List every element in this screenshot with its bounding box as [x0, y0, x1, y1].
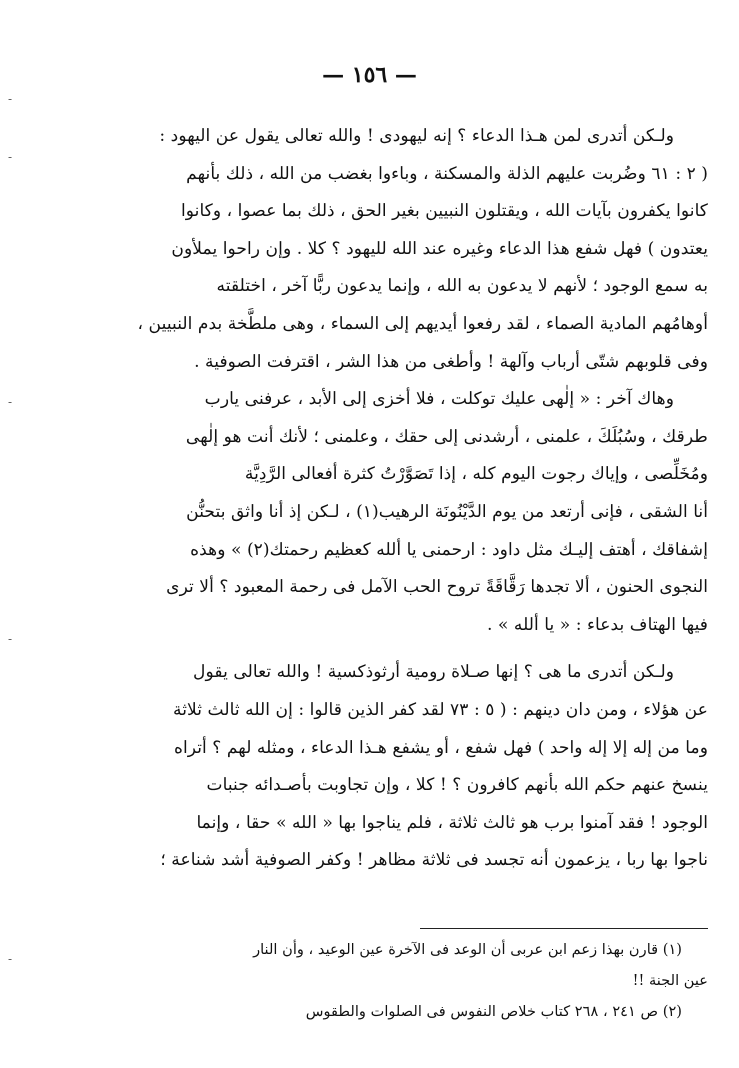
footnote-line: عين الجنة !! [632, 972, 708, 989]
text-line: به سمع الوجود ؛ لأنهم لا يدعون به الله ، وإنما يدعون ربًّا آخر ، اختلقته [216, 276, 708, 297]
text-line: وفى قلوبهم شتّى أرباب وآلهة ! وأطغى من هذا الشر ، اقترفت الصوفية . [194, 351, 708, 372]
text-line: أوهامُهم المادية الصماء ، لقد رفعوا أيديهم إلى السماء ، وهى ملطَّخة بدم النبيين ، [137, 313, 708, 334]
margin-mark: - [8, 395, 13, 409]
text-line: ومُخَلِّصى ، وإياك رجوت اليوم كله ، إذا تَصَوَّرْتُ كثرة أفعالى الرَّدِيَّة [244, 464, 708, 485]
text-line: عن هؤلاء ، ومن دان دينهم : ( ٥ : ٧٣ لقد كفر الذين قالوا : إن الله ثالث ثلاثة [173, 699, 708, 720]
footnote-line: (١) قارن بهذا زعم ابن عربى أن الوعد فى الآخرة عين الوعيد ، وأن النار [253, 941, 682, 958]
page-number: — ١٥٦ — [322, 62, 417, 88]
footnotes [62, 934, 708, 1027]
text-line: ولـكن أتدرى لمن هـذا الدعاء ؟ إنه ليهودى ! والله تعالى يقول عن اليهود : [159, 126, 674, 146]
text-line: طرقك ، وسُبُلَكَ ، علمنى ، أرشدنى إلى حقك ، وعلمنى ؛ لأنك أنت هو إلٰهى [185, 426, 708, 447]
footnote-divider [420, 928, 708, 929]
margin-mark: - [8, 952, 13, 966]
text-line: فيها الهتاف بدعاء : « يا ألله » . [486, 614, 708, 635]
text-line: أنا الشقى ، فإنى أرتعد من يوم الدَّيْنُونَة الرهيب(١) ، لـكن إذ أنا واثق بتحنُّن [186, 501, 708, 522]
text-line: النجوى الحنون ، ألا تجدها رَقَّاقَةً تروح الحب الآمل فى رحمة المعبود ؟ ألا ترى [166, 577, 708, 598]
text-line: ولـكن أتدرى ما هى ؟ إنها صـلاة رومية أرثوذكسية ! والله تعالى يقول [193, 662, 674, 683]
text-line: يعتدون ) فهل شفع هذا الدعاء وغيره عند الله لليهود ؟ كلا . وإن راحوا يملأون [171, 238, 708, 259]
text-line: وهاك آخر : « إلٰهى عليك توكلت ، فلا أخزى إلى الأبد ، عرفنى يارب [204, 389, 674, 410]
text-line: ينسخ عنهم حكم الله بأنهم كافرون ؟ ! كلا ، وإن تجاوبت بأصـدائه جنبات [206, 775, 708, 796]
text-line: ( ٢ : ٦١ وضُربت عليهم الذلة والمسكنة ، وباءوا بغضب من الله ، ذلك بأنهم [186, 163, 708, 184]
margin-mark: - [8, 92, 13, 106]
margin-mark: - [8, 150, 13, 164]
footnote-line: (٢) ص ٢٤١ ، ٢٦٨ كتاب خلاص النفوس فى الصلوات والطقوس [305, 1003, 682, 1020]
text-line: كانوا يكفرون بآيات الله ، ويقتلون النبيين بغير الحق ، ذلك بما عصوا ، وكانوا [181, 201, 708, 222]
text-line: ناجوا بها ربا ، يزعمون أنه تجسد فى ثلاثة مظاهر ! وكفر الصوفية أشد شناعة ؛ [160, 850, 708, 871]
body-text [62, 118, 708, 880]
margin-mark: - [8, 632, 13, 646]
text-line: الوجود ! فقد آمنوا برب هو ثالث ثلاثة ، فلم يناجوا بها « الله » حقا ، وإنما [196, 812, 708, 833]
text-line: وما من إله إلا إله واحد ) فهل شفع ، أو يشفع هـذا الدعاء ، ومثله لهم ؟ أتراه [173, 737, 708, 758]
text-line: إشفاقك ، أهتف إليـك مثل داود : ارحمنى يا ألله كعظيم رحمتك(٢) » وهذه [190, 539, 708, 560]
